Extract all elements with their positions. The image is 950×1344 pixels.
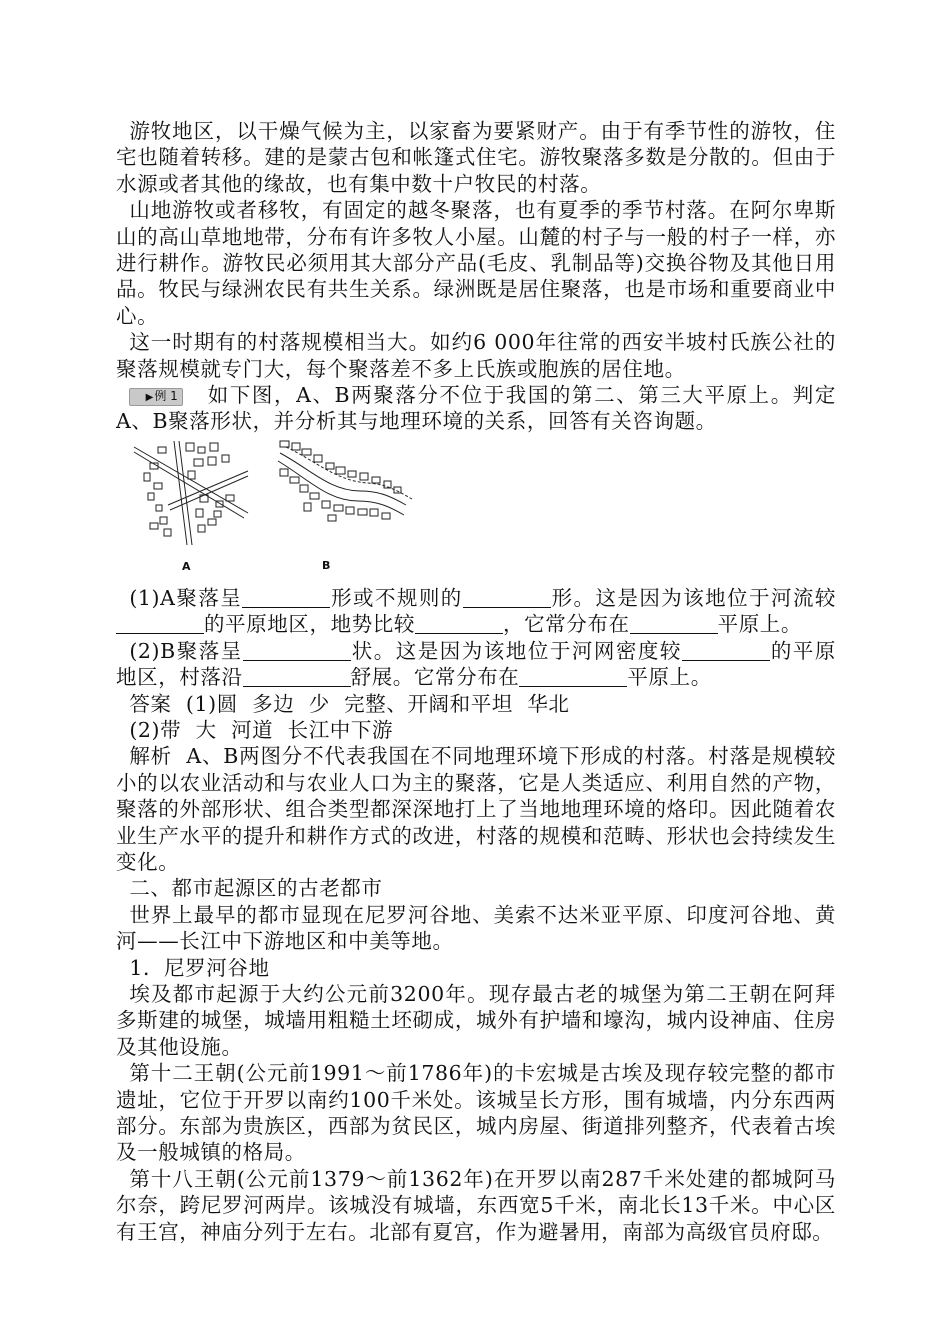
paragraph-egypt-origin: 埃及都市起源于大约公元前3200年。现存最古老的城堡为第二王朝在阿拜多斯建的城堡，城墙用粗糙土坯砌成，城外有护墙和壕沟，城内设神庙、住房及其他设施。 — [116, 981, 836, 1059]
question-2-text: 状。这是因为该地位于河网密度较 — [350, 638, 682, 663]
analysis-text: A、B两图分不代表我国在不同地理环境下形成的村落。村落是规模较小的以农业活动和与农业人口为主的聚落，它是人类适应、利用自然的产物，聚落的外部形状、组合类型都深深地打上了当地地理环境的烙印。因此随着农业生产水平的提升和耕作方式的改进，村落的规模和范畴、形状也会持续发生变化。 — [116, 744, 837, 874]
question-2-text: 舒展。它常分布在 — [350, 665, 520, 690]
analysis-label: 解析 — [129, 744, 172, 769]
question-1-text: 平原上。 — [717, 612, 803, 637]
answer-blank[interactable] — [116, 613, 204, 635]
answer-item: 多边 — [252, 691, 295, 716]
answer-item: (1)圆 — [185, 691, 238, 716]
section-heading: 二、都市起源区的古老都市 — [129, 876, 383, 901]
map-b-label: B — [322, 558, 331, 572]
answer-item: 河道 — [231, 717, 274, 742]
answer-line-1 — [116, 691, 836, 717]
answer-blank[interactable] — [682, 639, 770, 661]
answer-blank[interactable] — [243, 666, 351, 688]
answer-blank[interactable] — [415, 613, 503, 635]
question-2-text: 平原上。 — [627, 665, 712, 690]
subsection-heading: 1．尼罗河谷地 — [129, 955, 270, 980]
document-body — [116, 118, 836, 1245]
settlement-map-a — [134, 441, 248, 545]
question-1-text: 形或不规则的 — [330, 585, 463, 610]
example-text: 如下图，A、B两聚落分不位于我国的第二、第三大平原上。判定A、B聚落形状，并分析其与地理环境的关系，回答有关咨询题。 — [116, 383, 836, 434]
question-2 — [116, 638, 836, 691]
settlement-figure — [116, 439, 836, 579]
answer-blank[interactable] — [243, 639, 351, 661]
paragraph-kahun: 第十二王朝(公元前1991～前1786年)的卡宏城是古埃及现存较完整的都市遗址，它位于开罗以南约100千米处。该城呈长方形，围有城墙，内分东西两部分。东部为贵族区，西部为贫民区，城内房屋、街道排列整齐，代表着古埃及一般城镇的格局。 — [116, 1061, 836, 1165]
analysis — [116, 743, 836, 875]
play-triangle-icon: ▶ — [145, 392, 154, 404]
answer-blank[interactable] — [242, 586, 330, 608]
answer-item: (2)带 — [129, 717, 182, 742]
paragraph-banpo: 这一时期有的村落规模相当大。如约6 000年往常的西安半坡村氏族公社的聚落规模就专门大，每个聚落差不多上氏族或胞族的居住地。 — [116, 330, 836, 381]
question-2-text: 的平原地区，村落沿 — [116, 638, 836, 690]
answer-item: 少 — [308, 691, 330, 716]
answer-item: 华北 — [527, 691, 570, 716]
answer-blank[interactable] — [463, 586, 551, 608]
answer-line-2 — [116, 717, 836, 743]
paragraph-nomadic: 游牧地区，以干燥气候为主，以家畜为要紧财产。由于有季节性的游牧，住宅也随着转移。建的是蒙古包和帐篷式住宅。游牧聚落多数是分散的。但由于水源或者其他的缘故，也有集中数十户牧民的村落。 — [116, 119, 836, 196]
settlement-maps — [130, 439, 420, 551]
paragraph-amarna: 第十八王朝(公元前1379～前1362年)在开罗以南287千米处建的都城阿马尔奈，跨尼罗河两岸。该城没有城墙，东西宽5千米，南北长13千米。中心区有王宫，神庙分列于左右。北部有夏宫，作为避暑用，南部为高级官员府邸。 — [116, 1166, 836, 1244]
answer-label: 答案 — [129, 691, 172, 716]
question-2-text: (2)B聚落呈 — [129, 638, 243, 663]
example-badge-label: 例 1 — [154, 389, 178, 404]
example-1 — [116, 382, 836, 435]
map-a-label: A — [182, 559, 191, 573]
paragraph-earliest-cities: 世界上最早的都市显现在尼罗河谷地、美索不达米亚平原、印度河谷地、黄河——长江中下游地区和中美等地。 — [116, 902, 836, 954]
answer-item: 大 — [195, 717, 217, 742]
answer-blank[interactable] — [630, 613, 718, 635]
answer-blank[interactable] — [519, 666, 627, 688]
answer-item: 长江中下游 — [287, 717, 394, 742]
paragraph-mountain-nomadic: 山地游牧或者移牧，有固定的越冬聚落，也有夏季的季节村落。在阿尔卑斯山的高山草地地带，分布有许多牧人小屋。山麓的村子与一般的村子一样，亦进行耕作。游牧民必须用其大部分产品(毛皮、乳制品等)交换谷物及其他日用品。牧民与绿洲农民有共生关系。绿洲既是居住聚落，也是市场和重要商业中心。 — [116, 198, 836, 328]
settlement-map-b — [278, 441, 412, 521]
question-1 — [116, 585, 836, 638]
question-1-text: ，它常分布在 — [503, 612, 630, 637]
question-1-text: 的平原地区，地势比较 — [204, 612, 415, 637]
question-1-text: 形。这是因为该地位于河流较 — [550, 585, 836, 610]
example-badge — [129, 388, 182, 406]
answer-item: 完整、开阔和平坦 — [344, 691, 513, 716]
question-1-text: (1)A聚落呈 — [129, 585, 243, 610]
